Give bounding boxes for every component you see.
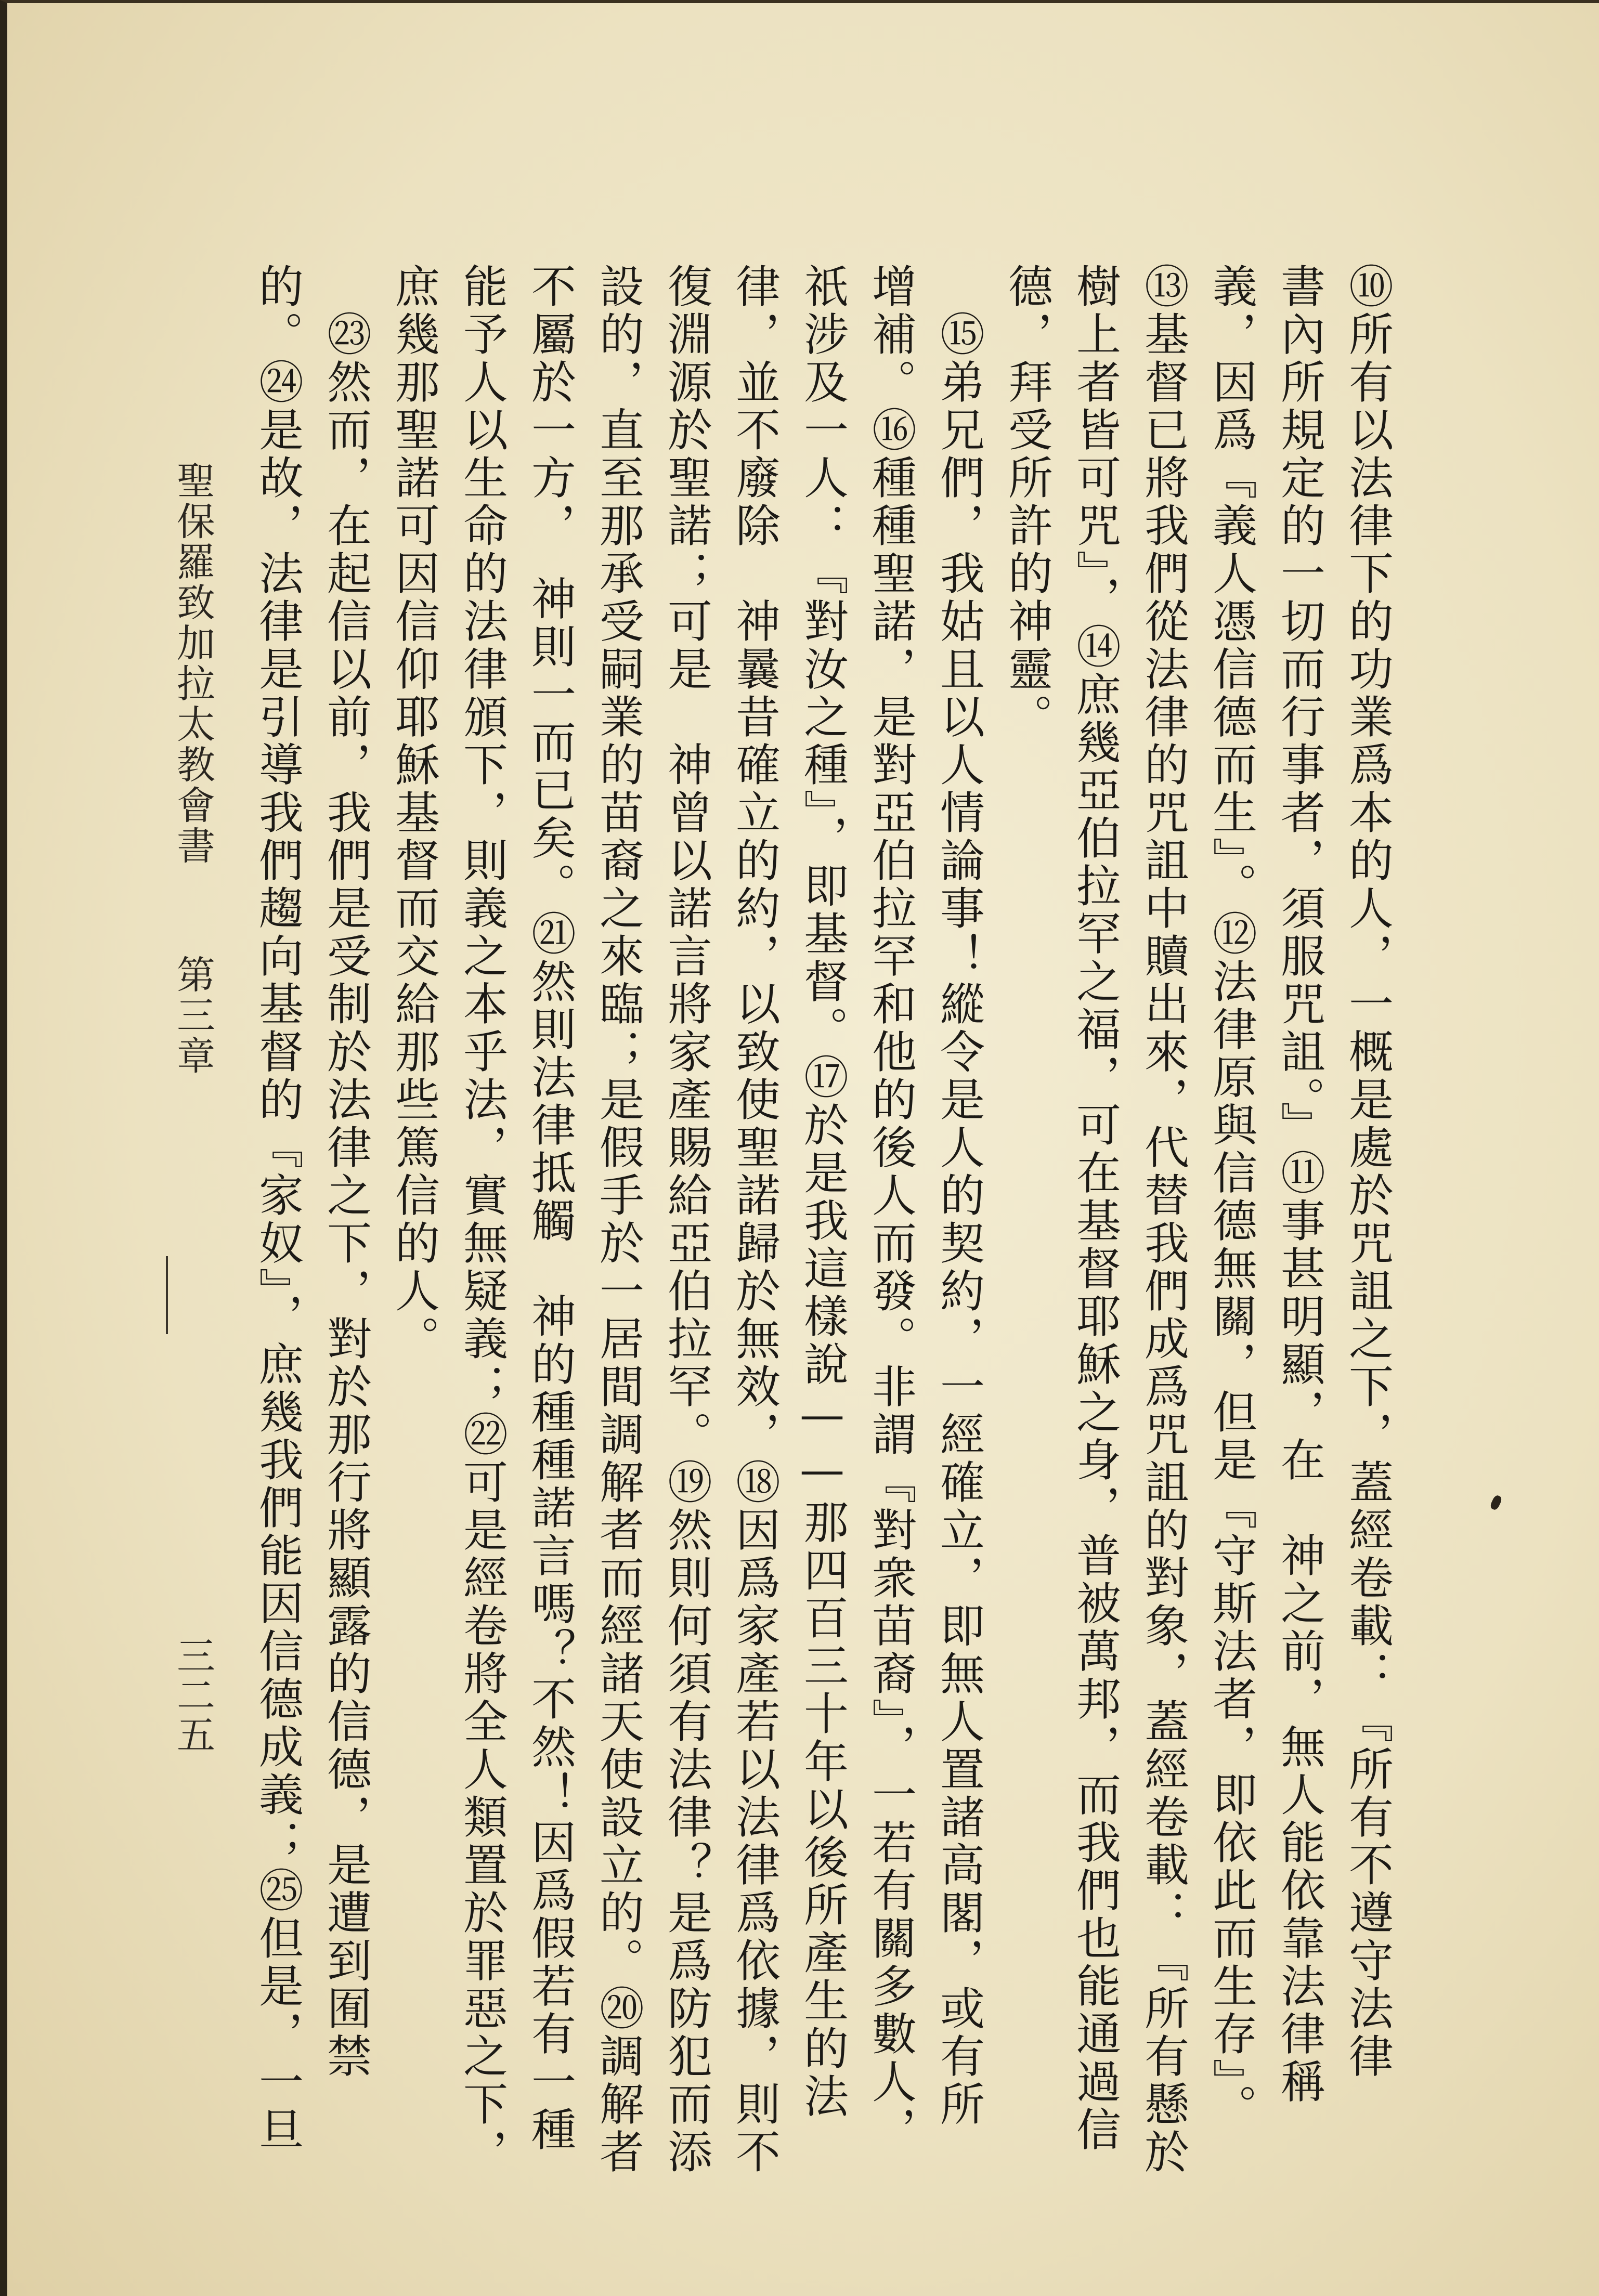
book-title: 聖保羅致加拉太教會書 [171,461,215,866]
text-column: 祇涉及一人：『對汝之種』，即基督。⑰於是我這樣說——那四百三十年以後所產生的法 [796,263,848,2121]
chapter-label: 第三章 [171,955,215,1076]
body-text [231,263,1401,2176]
text-column: 樹上者皆可咒』，⑭庶幾亞伯拉罕之福，可在基督耶穌之身，普被萬邦，而我們也能通過信 [1069,263,1121,2154]
text-column: 復淵源於聖諾；可是 神曾以諾言將家產賜給亞伯拉罕。⑲然則何須有法律？是爲防犯而添 [660,263,712,2176]
text-column: ⑩所有以法律下的功業爲本的人，一概是處於咒詛之下，蓋經卷載：『所有不遵守法律 [1341,263,1393,2081]
page-number: 三二五 [171,1636,215,1754]
text-column: 庶幾那聖諾可因信仰耶穌基督而交給那些篤信的人。 [387,263,439,1363]
text-column: ⑮弟兄們，我姑且以人情論事！縱令是人的契約，一經確立，即無人置諸高閣，或有所 [932,263,984,2129]
text-column: 設的，直至那承受嗣業的苗裔之來臨；是假手於一居間調解者而經諸天使設立的。⑳調解者 [592,263,644,2176]
text-column: 義，因爲『義人憑信德而生』。⑫法律原與信德無關，但是『守斯法者，即依此而生存』。 [1205,263,1257,2132]
print-mark [166,1256,168,1334]
page-footer [158,461,231,1927]
text-column: 能予人以生命的法律頒下，則義之本乎法，實無疑義；㉒可是經卷將全人類置於罪惡之下， [456,263,508,2176]
text-column: ㉓然而，在起信以前，我們是受制於法律之下，對於那行將顯露的信德，是遭到囿禁 [319,263,371,2081]
text-column: ⑬基督已將我們從法律的咒詛中贖出來，代替我們成爲咒詛的對象，蓋經卷載：『所有懸於 [1137,263,1189,2176]
text-column: 律，並不廢除 神曩昔確立的約，以致使聖諾歸於無效，⑱因爲家產若以法律爲依據，則不 [728,263,780,2176]
text-column: 增補。⑯種種聖諾，是對亞伯拉罕和他的後人而發。非謂『對衆苗裔』，一若有關多數人， [864,263,916,2154]
ink-speck [1489,1494,1503,1511]
text-column: 書內所規定的一切而行事者，須服咒詛。』⑪事甚明顯，在 神之前，無人能依靠法律稱 [1273,263,1325,2106]
text-column: 不屬於一方， 神則一而已矣。㉑然則法律抵觸 神的種種諾言嗎？不然！因爲假若有一種 [524,263,576,2154]
text-column: 德，拜受所許的神靈。 [1000,263,1052,741]
text-column: 的。㉔是故，法律是引導我們趨向基督的『家奴』，庶幾我們能因信德成義；㉕但是，一旦 [251,263,303,2154]
